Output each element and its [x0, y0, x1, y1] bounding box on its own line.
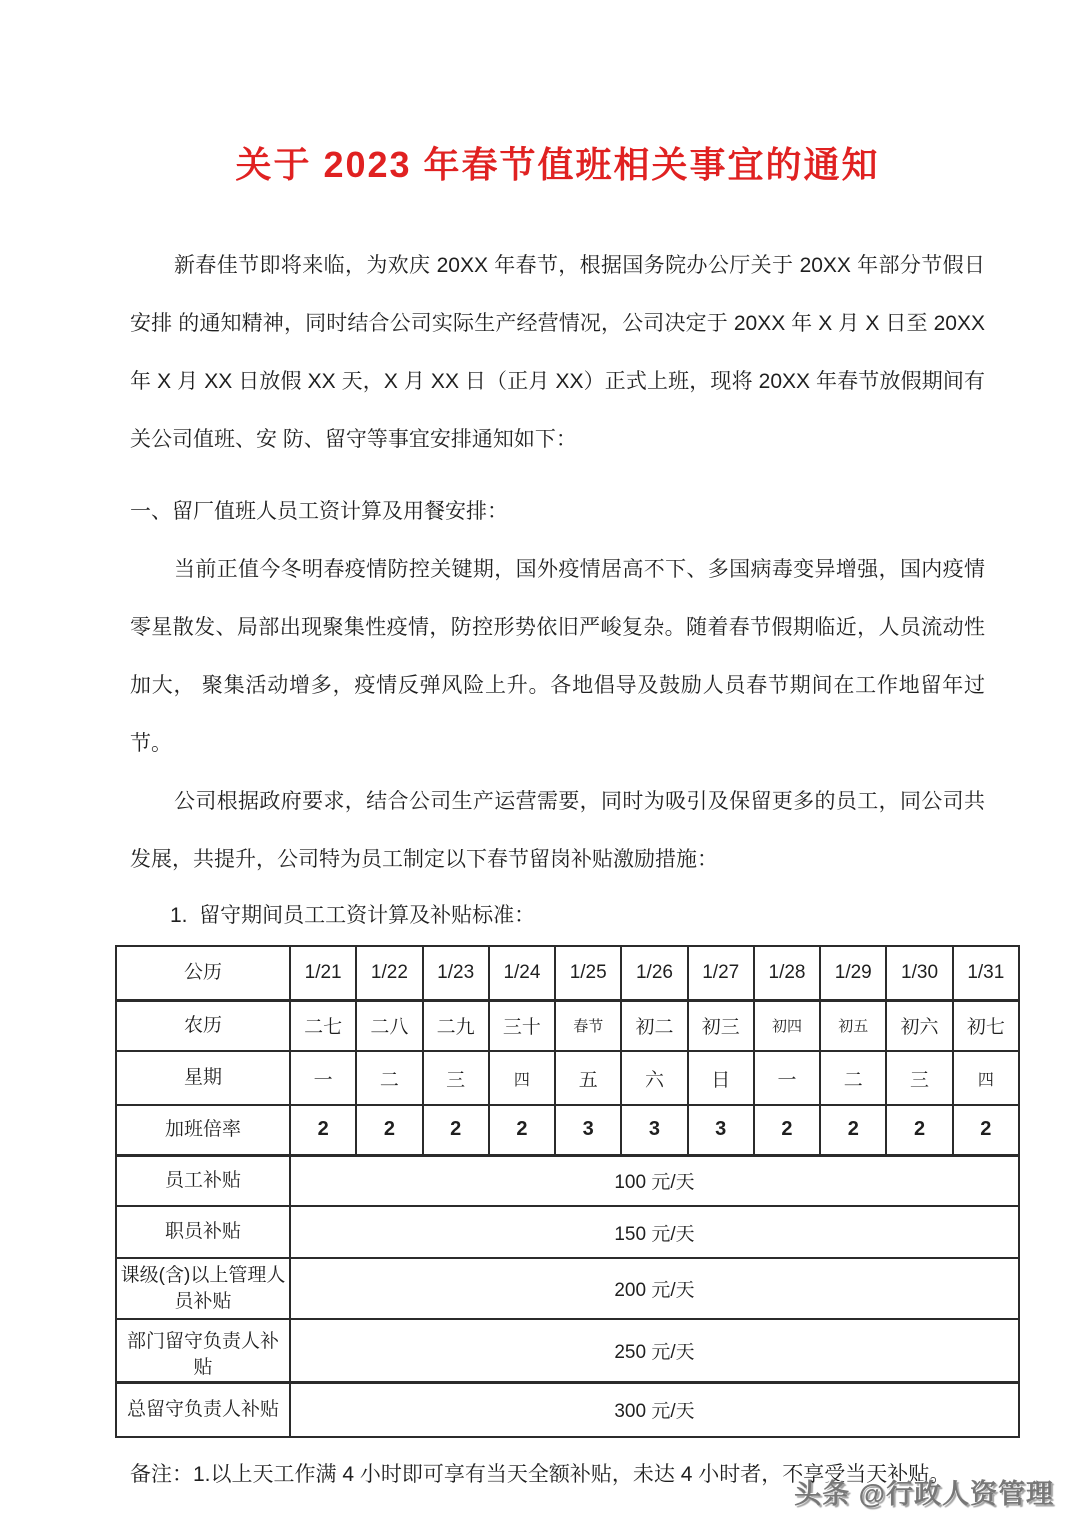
- lunar-date-cell: 初六: [886, 1000, 952, 1051]
- multiplier-cell: 3: [555, 1105, 621, 1155]
- epidemic-paragraph: 当前正值今冬明春疫情防控关键期，国外疫情居高不下、多国病毒变异增强，国内疫情零星散发、局部出现聚集性疫情，防控形势依旧严峻复杂。随着春节假期临近，人员流动性加大， 聚集活动增多，疫情反弹风险上升。各地倡导及鼓励人员春节期间在工作地留年过节。: [130, 558, 985, 755]
- weekday-cell: 一: [754, 1051, 820, 1105]
- row-label-solar: 公历: [116, 946, 290, 1000]
- lunar-date-cell: 初五: [820, 1000, 886, 1051]
- weekday-cell: 一: [290, 1051, 356, 1105]
- solar-date-cell: 1/21: [290, 946, 356, 1000]
- lunar-date-cell: 二七: [290, 1000, 356, 1051]
- solar-date-cell: 1/29: [820, 946, 886, 1000]
- solar-date-cell: 1/27: [688, 946, 754, 1000]
- weekday-cell: 三: [886, 1051, 952, 1105]
- table-row-dept-leader-subsidy: [116, 1319, 1019, 1383]
- row-label-staff-subsidy: 职员补贴: [116, 1206, 290, 1258]
- subsidy-value-cell: 100 元/天: [290, 1155, 1019, 1206]
- multiplier-cell: 2: [886, 1105, 952, 1155]
- solar-date-cell: 1/28: [754, 946, 820, 1000]
- multiplier-cell: 2: [953, 1105, 1019, 1155]
- lunar-date-cell: 初七: [953, 1000, 1019, 1051]
- table-row-staff-subsidy: [116, 1206, 1019, 1258]
- note-line: 备注：1.以上天工作满 4 小时即可享有当天全额补贴，未达 4 小时者，不享受当天补贴。: [130, 1462, 951, 1486]
- weekday-cell: 日: [688, 1051, 754, 1105]
- solar-date-cell: 1/26: [621, 946, 687, 1000]
- multiplier-cell: 2: [423, 1105, 489, 1155]
- multiplier-cell: 2: [820, 1105, 886, 1155]
- row-label-manager-subsidy: 课级(含)以上管理人员补贴: [116, 1258, 290, 1319]
- incentive-paragraph: 公司根据政府要求，结合公司生产运营需要，同时为吸引及保留更多的员工，同公司共发展，共提升，公司特为员工制定以下春节留岗补贴激励措施：: [130, 790, 985, 871]
- row-label-employee-subsidy: 员工补贴: [116, 1155, 290, 1206]
- weekday-cell: 四: [953, 1051, 1019, 1105]
- solar-date-cell: 1/23: [423, 946, 489, 1000]
- list-item-subsidy-standard: 1. 留守期间员工工资计算及补贴标准：: [170, 904, 536, 927]
- intro-paragraph: 新春佳节即将来临，为欢庆 20XX 年春节，根据国务院办公厅关于 20XX 年部分节假日安排 的通知精神，同时结合公司实际生产经营情况，公司决定于 20XX 年 X 月 X 日至 20XX 年 X 月 XX 日放假 XX 天，X 月 XX 日（正月 XX）正式上班，现将 20XX 年春节放假期间有关公司值班、安 防、留守等事宜安排通知如下：: [130, 254, 985, 451]
- lunar-date-cell: 初三: [688, 1000, 754, 1051]
- row-label-lunar: 农历: [116, 1000, 290, 1051]
- row-label-dept-leader-subsidy: 部门留守负责人补贴: [116, 1319, 290, 1383]
- table-row-chief-leader-subsidy: [116, 1383, 1019, 1437]
- solar-date-cell: 1/25: [555, 946, 621, 1000]
- weekday-cell: 五: [555, 1051, 621, 1105]
- subsidy-value-cell: 300 元/天: [290, 1383, 1019, 1437]
- table-row-overtime-multiplier: [116, 1105, 1019, 1155]
- table-row-solar-date: [116, 946, 1019, 1000]
- subsidy-schedule-table: [115, 945, 1020, 1438]
- document-title: 关于 2023 年春节值班相关事宜的通知: [235, 144, 880, 185]
- subsidy-value-cell: 200 元/天: [290, 1258, 1019, 1319]
- table-row-manager-subsidy: [116, 1258, 1019, 1319]
- lunar-date-cell: 二九: [423, 1000, 489, 1051]
- subsidy-value-cell: 250 元/天: [290, 1319, 1019, 1383]
- subsidy-value-cell: 150 元/天: [290, 1206, 1019, 1258]
- lunar-date-cell: 初二: [621, 1000, 687, 1051]
- solar-date-cell: 1/31: [953, 946, 1019, 1000]
- watermark-toutiao: 头条 @行政人资管理: [794, 1479, 1054, 1509]
- lunar-date-cell: 三十: [489, 1000, 555, 1051]
- lunar-date-cell: 春节: [555, 1000, 621, 1051]
- multiplier-cell: 3: [688, 1105, 754, 1155]
- table-row-lunar-date: [116, 1000, 1019, 1051]
- weekday-cell: 二: [356, 1051, 422, 1105]
- solar-date-cell: 1/22: [356, 946, 422, 1000]
- multiplier-cell: 2: [356, 1105, 422, 1155]
- table-row-weekday: [116, 1051, 1019, 1105]
- lunar-date-cell: 二八: [356, 1000, 422, 1051]
- solar-date-cell: 1/30: [886, 946, 952, 1000]
- weekday-cell: 三: [423, 1051, 489, 1105]
- weekday-cell: 四: [489, 1051, 555, 1105]
- weekday-cell: 六: [621, 1051, 687, 1105]
- multiplier-cell: 2: [754, 1105, 820, 1155]
- row-label-multiplier: 加班倍率: [116, 1105, 290, 1155]
- row-label-chief-leader-subsidy: 总留守负责人补贴: [116, 1383, 290, 1437]
- multiplier-cell: 2: [489, 1105, 555, 1155]
- solar-date-cell: 1/24: [489, 946, 555, 1000]
- lunar-date-cell: 初四: [754, 1000, 820, 1051]
- section1-heading: 一、留厂值班人员工资计算及用餐安排：: [130, 500, 508, 523]
- multiplier-cell: 2: [290, 1105, 356, 1155]
- multiplier-cell: 3: [621, 1105, 687, 1155]
- table-row-employee-subsidy: [116, 1155, 1019, 1206]
- weekday-cell: 二: [820, 1051, 886, 1105]
- row-label-weekday: 星期: [116, 1051, 290, 1105]
